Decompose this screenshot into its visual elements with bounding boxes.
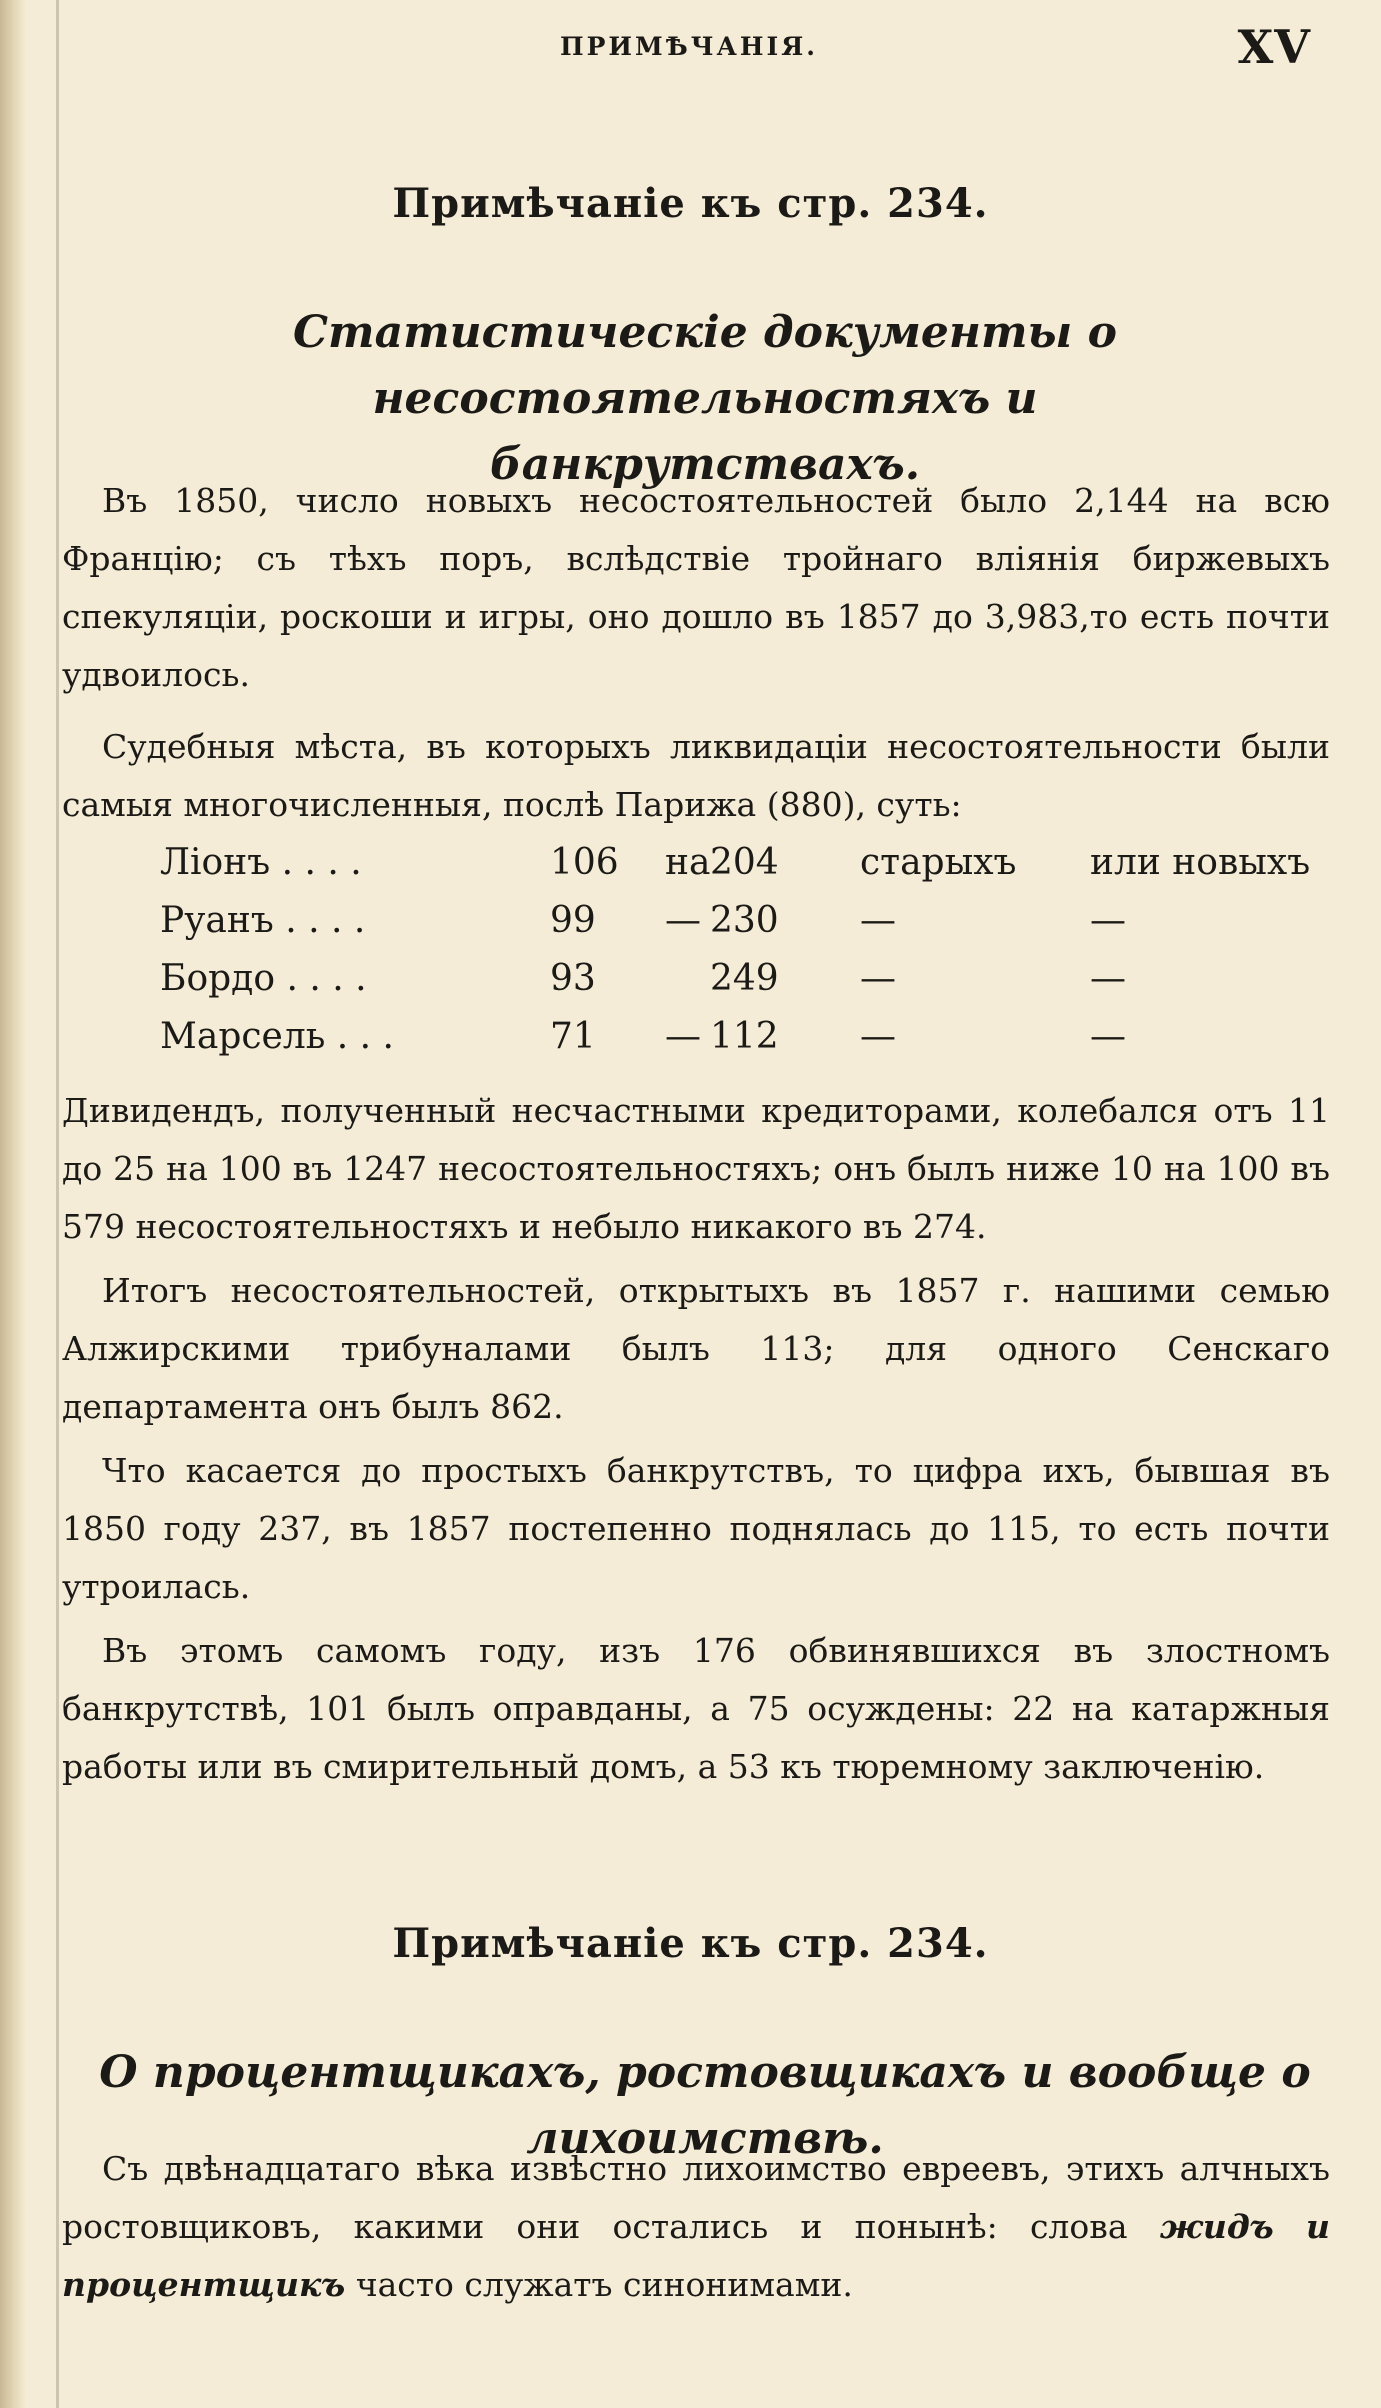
table-row <box>160 1016 1300 1072</box>
table-new-count: 204 <box>710 842 779 883</box>
table-new-count: 230 <box>710 900 779 941</box>
table-words: — <box>860 958 896 999</box>
table-words-2: — <box>1090 958 1126 999</box>
paragraph-5: Что касается до простыхъ банкрутствъ, то цифра ихъ, бывшая въ 1850 году 237, въ 1857 постепенно поднялась до 115, то есть почти утроилась. <box>62 1451 1330 1606</box>
margin-rule <box>56 0 59 2408</box>
paragraph-2: Судебныя мѣста, въ которыхъ ликвидаціи несостоятельности были самыя многочисленныя, послѣ Парижа (880), суть: <box>62 727 1330 824</box>
table-words: — <box>860 900 896 941</box>
paragraph-7-start: Съ двѣнадцатаго вѣка извѣстно лихоимство евреевъ, этихъ алчныхъ ростовщиковъ, какими они остались и понынѣ: слова <box>62 2149 1330 2246</box>
table-city: Ліонъ . . . . <box>160 842 362 883</box>
paragraph-3: Дивидендъ, полученный несчастными кредиторами, колебался отъ 11 до 25 на 100 въ 1247 несостоятельностяхъ; онъ былъ ниже 10 на 100 въ 579 несостоятельностяхъ и небыло никакого въ 274. <box>62 1091 1330 1246</box>
table-words-2: — <box>1090 1016 1126 1057</box>
table-old-count: 71 <box>550 1016 596 1057</box>
table-row <box>160 958 1300 1014</box>
paragraph-6: Въ этомъ самомъ году, изъ 176 обвинявшихся въ злостномъ банкрутствѣ, 101 былъ оправданы, а 75 осуждены: 22 на катаржныя работы или въ смирительный домъ, а 53 къ тюремному заключенію. <box>62 1631 1330 1786</box>
page-spine-shadow <box>0 0 26 2408</box>
section-title-1-line1: Статистическіе документы о несостоятельностяхъ и <box>293 307 1117 424</box>
table-old-count: 93 <box>550 958 596 999</box>
section-title-1 <box>80 300 1330 498</box>
section-title-1-line2: банкрутствахъ. <box>489 439 921 490</box>
table-words-2: или новыхъ <box>1090 842 1311 883</box>
table-words-2: — <box>1090 900 1126 941</box>
italic-word-zhid: жидъ <box>1159 2207 1274 2246</box>
section-title-2: О процентщикахъ, ростовщикахъ и вообще о лихоимствѣ. <box>99 2047 1311 2164</box>
page-number: XV <box>1237 20 1311 74</box>
table-words: старыхъ <box>860 842 1017 883</box>
running-header <box>0 20 1381 74</box>
table-words: — <box>860 1016 896 1057</box>
paragraph-7 <box>62 2140 1330 2314</box>
paragraph-1: Въ 1850, число новыхъ несостоятельностей было 2,144 на всю Францію; съ тѣхъ поръ, вслѣдствіе тройнаго вліянія биржевыхъ спекуляціи, роскоши и игры, оно дошло въ 1857 до 3,983,то есть почти удвоилось. <box>62 481 1330 694</box>
table-old-count: 99 <box>550 900 596 941</box>
table-city: Руанъ . . . . <box>160 900 366 941</box>
running-title: ПРИМѢЧАНІЯ. <box>560 32 818 61</box>
paragraph-4: Итогъ несостоятельностей, открытыхъ въ 1857 г. нашими семью Алжирскими трибуналами былъ 113; для одного Сенскаго департамента онъ былъ 862. <box>62 1271 1330 1426</box>
table-city: Марсель . . . <box>160 1016 394 1057</box>
table-new-count: 112 <box>710 1016 779 1057</box>
table-separator: — <box>665 1016 701 1057</box>
table-separator: на <box>665 842 711 883</box>
table-city: Бордо . . . . <box>160 958 367 999</box>
note-heading-2: Примѣчаніе къ стр. 234. <box>392 1920 989 1967</box>
table-new-count: 249 <box>710 958 779 999</box>
table-row <box>160 900 1300 956</box>
table-row <box>160 842 1311 898</box>
italic-word-protsentshchik: процентщикъ <box>62 2265 346 2304</box>
paragraph-7-end: часто служатъ синонимами. <box>355 2265 853 2304</box>
table-separator: — <box>665 900 701 941</box>
table-old-count: 106 <box>550 842 619 883</box>
italic-word-i: и <box>1305 2207 1330 2246</box>
note-heading-1: Примѣчаніе къ стр. 234. <box>392 180 989 227</box>
